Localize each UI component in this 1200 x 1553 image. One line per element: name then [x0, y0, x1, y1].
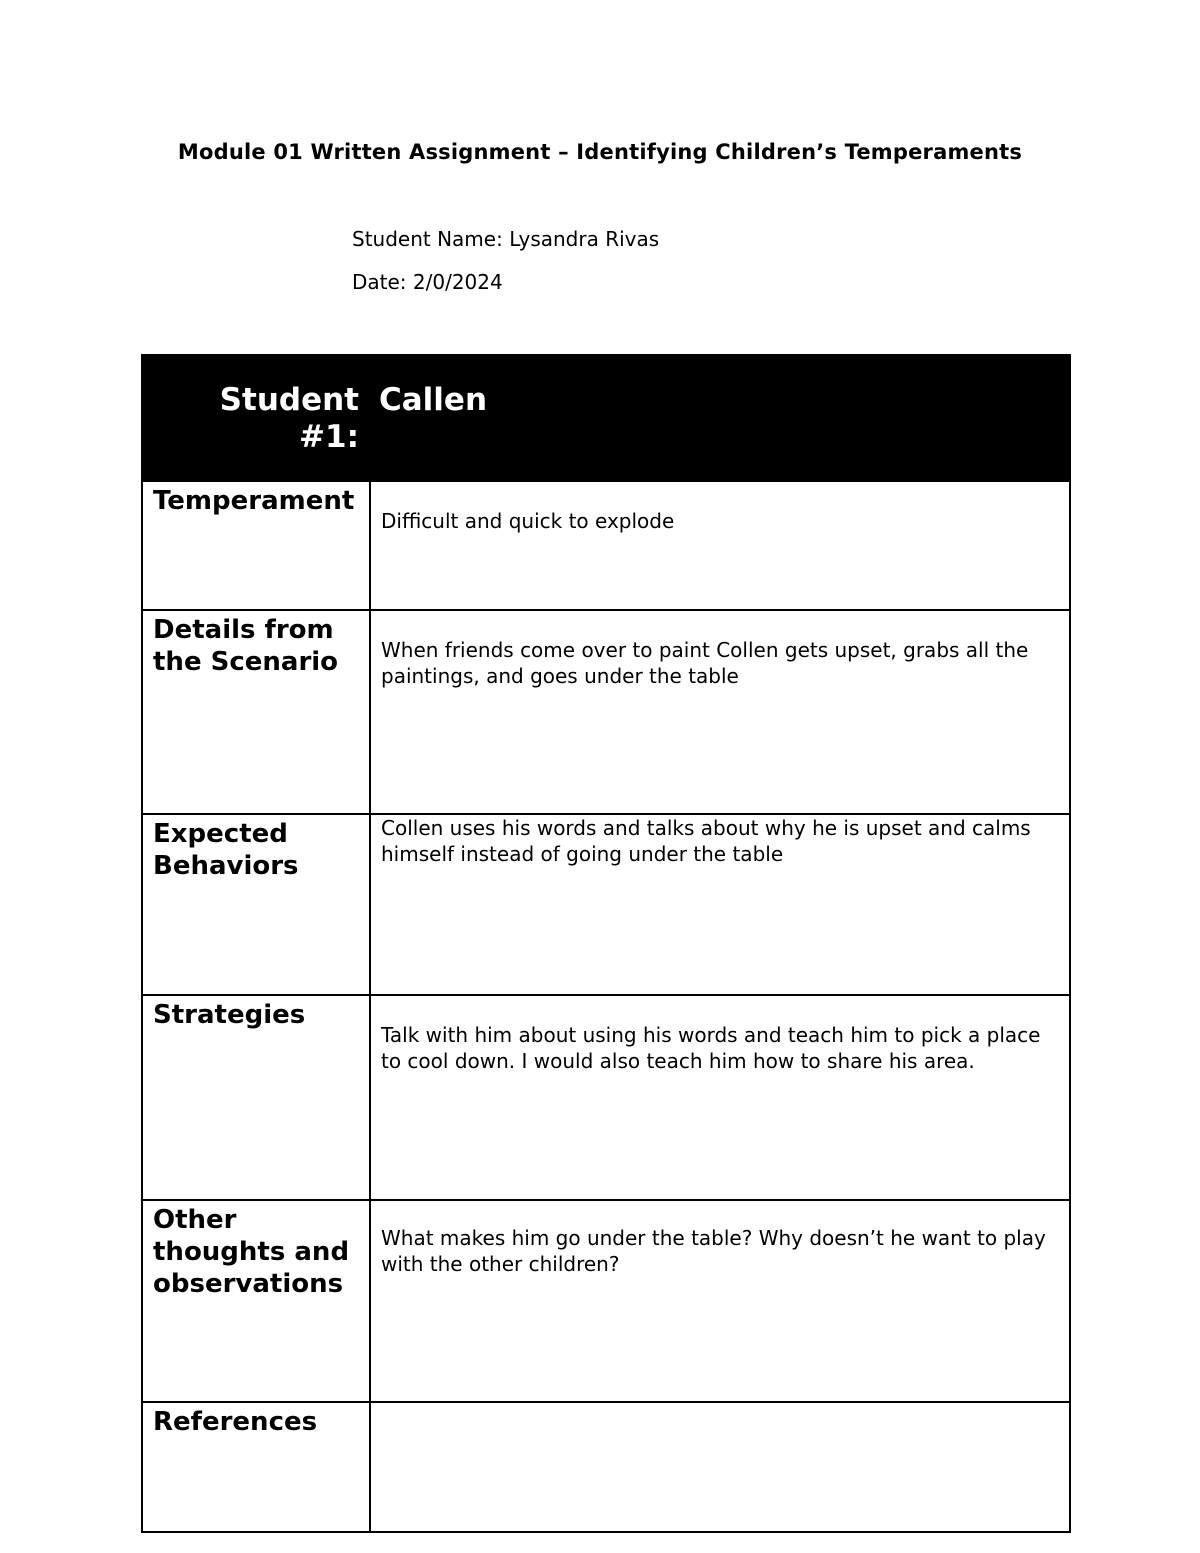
table-row-temperament — [142, 481, 1070, 610]
row-value: Difficult and quick to explode — [370, 481, 1070, 610]
row-value: When friends come over to paint Collen gets upset, grabs all the paintings, and goes under the table — [370, 610, 1070, 814]
table-row-expected-behaviors — [142, 814, 1070, 995]
date-line: Date: 2/0/2024 — [352, 270, 503, 294]
row-label: Details from the Scenario — [142, 610, 370, 814]
row-label: Temperament — [142, 481, 370, 610]
table-header-row — [142, 355, 1070, 481]
table-row-details — [142, 610, 1070, 814]
document-title: Module 01 Written Assignment – Identifying Children’s Temperaments — [177, 140, 1023, 164]
row-value: What makes him go under the table? Why doesn’t he want to play with the other children? — [370, 1200, 1070, 1402]
row-label: Other thoughts and observations — [142, 1200, 370, 1402]
row-label: Strategies — [142, 995, 370, 1200]
row-value: Talk with him about using his words and teach him to pick a place to cool down. I would also teach him how to share his area. — [370, 995, 1070, 1200]
row-label: Expected Behaviors — [142, 814, 370, 995]
table-row-references — [142, 1402, 1070, 1532]
row-value: Collen uses his words and talks about why he is upset and calms himself instead of going under the table — [370, 814, 1070, 995]
student-name-line: Student Name: Lysandra Rivas — [352, 227, 660, 251]
student-name-cell: Callen — [370, 355, 1070, 481]
row-label: References — [142, 1402, 370, 1532]
table-row-other-thoughts — [142, 1200, 1070, 1402]
student-number-label: Student #1: — [142, 355, 370, 481]
temperament-table — [141, 354, 1071, 1533]
table-row-strategies — [142, 995, 1070, 1200]
row-value — [370, 1402, 1070, 1532]
